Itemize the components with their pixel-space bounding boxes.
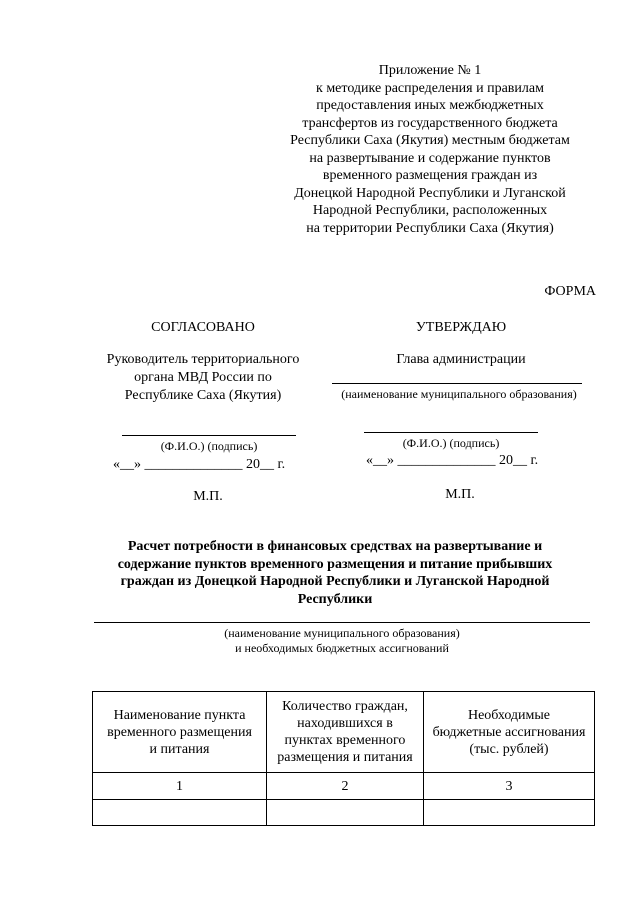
header-text: Необходимые [467,707,551,723]
header-text: и питания [149,741,210,757]
document-title [98,538,572,608]
appendix-line: на территории Республики Саха (Якутия) [306,220,554,236]
header-cell-point-name [93,692,267,773]
approve-municipality-caption: (наименование муниципального образования) [341,387,577,401]
header-text: бюджетные ассигнования [432,724,586,740]
column-number: 3 [424,773,595,800]
municipality-line [332,383,582,384]
header-cell-allocations [424,692,595,773]
municipality-caption-line: (наименование муниципального образования) [224,626,460,640]
appendix-line: Приложение № 1 [378,63,482,78]
table-cell-empty[interactable] [267,800,424,826]
column-number: 2 [267,773,424,800]
column-number: 1 [93,773,267,800]
approve-role: Глава администрации [396,352,526,367]
table-cell-empty[interactable] [424,800,595,826]
agreed-date-line: «__» ______________ 20__ г. [113,457,286,472]
municipality-name-line [94,622,590,623]
header-text: пунктах временного [284,733,406,748]
approve-signature-line [364,432,538,433]
appendix-line: к методике распределения и правилам [316,80,544,96]
municipality-caption [94,626,590,656]
appendix-line: Народной Республики, расположенных [312,203,548,218]
appendix-line: Республики Саха (Якутия) местным бюджетам [290,133,570,148]
approve-date-line: «__» ______________ 20__ г. [366,453,539,468]
header-text: (тыс. рублей) [469,741,549,757]
calculation-table [92,691,595,826]
document-title-line: Республики [297,591,373,607]
approve-stamp-label: М.П. [445,487,475,502]
header-text: размещения и питания [277,750,413,765]
table-number-row [93,773,595,800]
appendix-header [270,62,590,237]
header-text: находившихся в [297,716,393,731]
appendix-line: Донецкой Народной Республики и Луганской [294,185,566,201]
document-title-line: граждан из Донецкой Народной Республики и Луганской Народной [120,574,550,589]
agreed-heading: СОГЛАСОВАНО [151,320,255,335]
municipality-caption-line: и необходимых бюджетных ассигнований [235,641,449,655]
appendix-line: предоставления иных межбюджетных [316,98,544,113]
approve-fio-caption: (Ф.И.О.) (подпись) [402,436,500,450]
header-text: Количество граждан, [282,699,408,714]
table-row [93,800,595,826]
agreed-role-line: Руководитель территориального [106,352,300,367]
approve-heading: УТВЕРЖДАЮ [415,320,507,335]
header-text: Наименование пункта [113,707,246,723]
table-cell-empty[interactable] [93,800,267,826]
header-cell-citizens-count [267,692,424,773]
header-text: временного размещения [107,724,252,740]
agreed-fio-caption: (Ф.И.О.) (подпись) [160,439,258,453]
table-header-row [93,692,595,773]
agreed-role [78,351,328,405]
appendix-line: на развертывание и содержание пунктов [309,150,551,166]
appendix-line: временного размещения граждан из [322,168,538,183]
document-title-line: содержание пунктов временного размещения и питание прибывших [117,556,553,572]
agreed-stamp-label: М.П. [193,489,223,504]
agreed-role-line: Республике Саха (Якутия) [124,388,282,403]
document-title-line: Расчет потребности в финансовых средствах на развертывание и [127,539,543,554]
appendix-line: трансфертов из государственного бюджета [302,115,558,131]
form-label: ФОРМА [544,284,596,299]
agreed-signature-line [122,435,296,436]
agreed-role-line: органа МВД России по [134,370,272,385]
